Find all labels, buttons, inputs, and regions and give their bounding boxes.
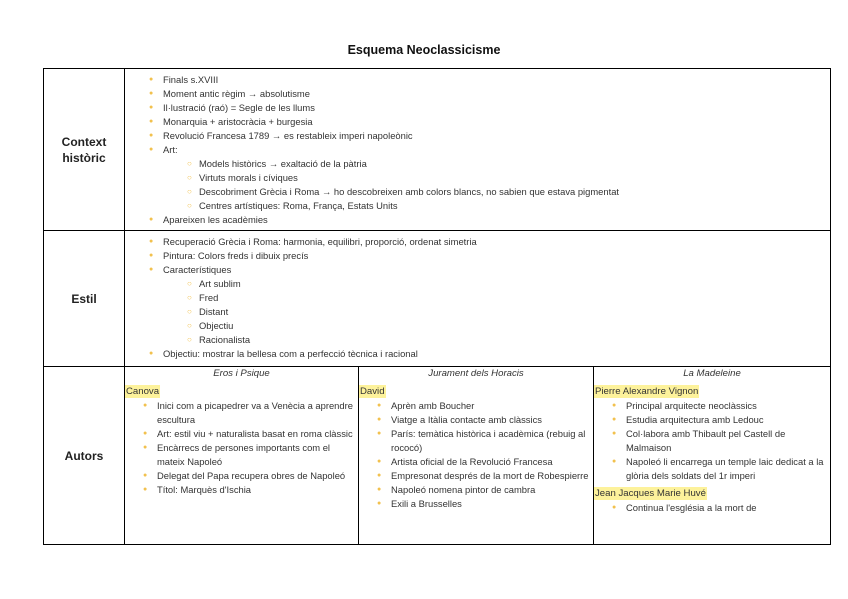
- context-list: [125, 69, 830, 229]
- list-item: ● Principal arquitecte neoclàssics: [608, 399, 830, 413]
- sub-list-item: ○ Models històrics → exaltació de la pàtria: [183, 157, 826, 171]
- list-item: ● Continua l'església a la mort de: [608, 501, 830, 515]
- list-item: ● Viatge a Itàlia contacte amb clàssics: [373, 413, 593, 427]
- author-column-david: [359, 367, 594, 545]
- characteristics-sublist: [163, 277, 826, 347]
- list-item: ● Apareixen les acadèmies: [145, 213, 826, 227]
- sub-list-item: ○ Descobriment Grècia i Roma → ho descobreixen amb colors blancs, no sabien que estava pigmentat: [183, 185, 826, 199]
- style-label: Estil: [44, 231, 125, 367]
- artist-facts-2: [594, 501, 830, 515]
- sub-list-item: ○ Virtuts morals i cíviques: [183, 171, 826, 185]
- list-item: ● Objectiu: mostrar la bellesa com a perfecció tècnica i racional: [145, 347, 826, 361]
- list-item: ● Recuperació Grècia i Roma: harmonia, equilibri, proporció, ordenat simetria: [145, 235, 826, 249]
- author-column-vignon: [594, 367, 831, 545]
- list-item: ● Aprèn amb Boucher: [373, 399, 593, 413]
- style-content: [125, 231, 831, 367]
- context-row: [44, 69, 831, 231]
- list-item: ● Il·lustració (raó) = Segle de les llums: [145, 101, 826, 115]
- artist-name-2: Jean Jacques Marie Huvé: [595, 488, 706, 499]
- list-item: ● Finals s.XVIII: [145, 73, 826, 87]
- list-item: ● Monarquia + aristocràcia + burgesia: [145, 115, 826, 129]
- list-item: ● Art: estil viu + naturalista basat en roma clàssic: [139, 427, 358, 441]
- style-list: [125, 231, 830, 363]
- work-title: La Madeleine: [683, 368, 741, 379]
- artist-facts: [125, 399, 358, 497]
- list-item: ● Encàrrecs de persones importants com el mateix Napoleó: [139, 441, 358, 469]
- sub-list-item: ○ Distant: [183, 305, 826, 319]
- list-item: ● Delegat del Papa recupera obres de Napoleó: [139, 469, 358, 483]
- characteristics-label: Característiques: [163, 264, 232, 275]
- sub-list-item: ○ Objectiu: [183, 319, 826, 333]
- list-item: ● Artista oficial de la Revolució Francesa: [373, 455, 593, 469]
- document-title: Esquema Neoclassicisme: [347, 43, 501, 57]
- list-item: ● Inici com a picapedrer va a Venècia a aprendre escultura: [139, 399, 358, 427]
- sub-list-item: ○ Centres artístiques: Roma, França, Estats Units: [183, 199, 826, 213]
- artist-name: Canova: [126, 386, 160, 397]
- list-item: ● Napoleó nomena pintor de cambra: [373, 483, 593, 497]
- list-item: ● Títol: Marquès d'Ischia: [139, 483, 358, 497]
- list-item: ● Col·labora amb Thibault pel Castell de Malmaison: [608, 427, 830, 455]
- list-item-art: [145, 143, 826, 213]
- authors-label: Autors: [44, 367, 125, 545]
- context-label: Context històric: [44, 69, 125, 231]
- list-item: ● Empresonat després de la mort de Robespierre: [373, 469, 593, 483]
- work-title: Jurament dels Horacis: [428, 368, 524, 379]
- authors-row: [44, 367, 831, 545]
- artist-facts: [359, 399, 593, 511]
- list-item: ● Moment antic règim → absolutisme: [145, 87, 826, 101]
- list-item: ● Revolució Francesa 1789 → es restableix imperi napoleònic: [145, 129, 826, 143]
- list-item-characteristics: [145, 263, 826, 347]
- list-item: ● Pintura: Colors freds i dibuix precís: [145, 249, 826, 263]
- list-item: ● Exili a Brusselles: [373, 497, 593, 511]
- art-label: Art:: [163, 144, 178, 155]
- art-sublist: [163, 157, 826, 213]
- schema-table: [43, 68, 831, 545]
- artist-name: Pierre Alexandre Vignon: [595, 386, 699, 397]
- sub-list-item: ○ Fred: [183, 291, 826, 305]
- artist-name: David: [360, 386, 385, 397]
- sub-list-item: ○ Racionalista: [183, 333, 826, 347]
- author-column-canova: [125, 367, 359, 545]
- style-row: [44, 231, 831, 367]
- sub-list-item: ○ Art sublim: [183, 277, 826, 291]
- list-item: ● Estudia arquitectura amb Ledouc: [608, 413, 830, 427]
- work-title: Eros i Psique: [213, 368, 270, 379]
- context-content: [125, 69, 831, 231]
- list-item: ● Napoleó li encarrega un temple laic dedicat a la glòria dels soldats del 1r imperi: [608, 455, 830, 483]
- list-item: ● París: temàtica històrica i acadèmica (rebuig al rococó): [373, 427, 593, 455]
- artist-facts: [594, 399, 830, 483]
